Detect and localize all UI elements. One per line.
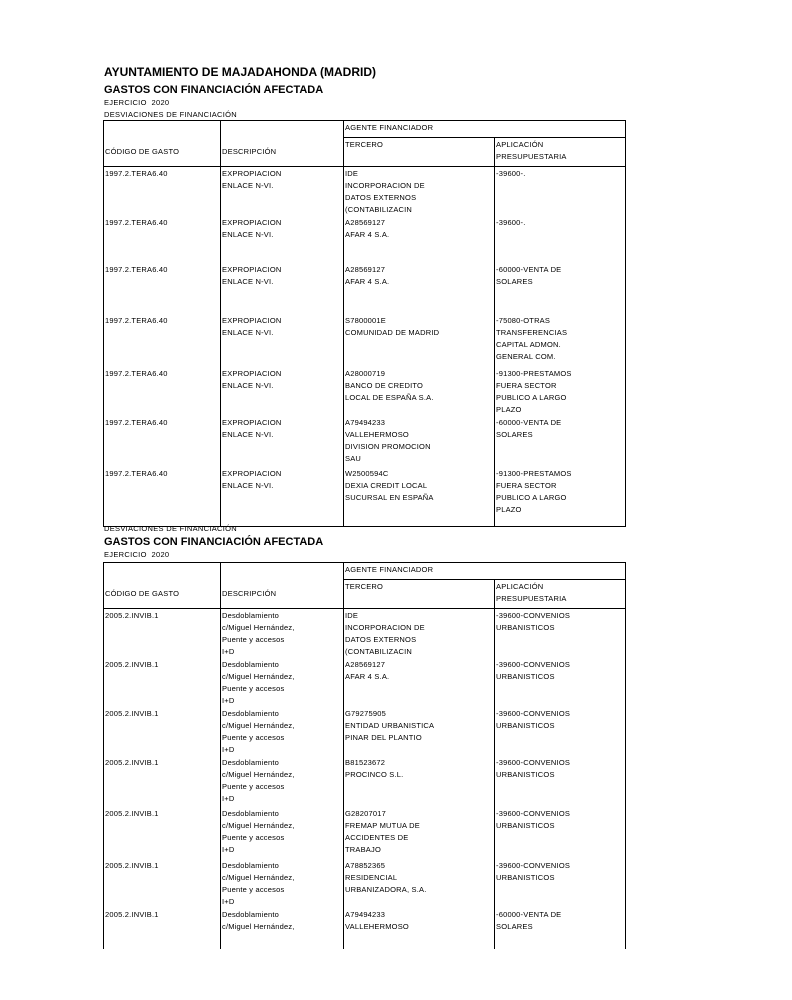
cell-line: Puente y accesos bbox=[222, 833, 285, 842]
cell-line: EXPROPIACION bbox=[222, 369, 282, 378]
cell-line: URBANISTICOS bbox=[496, 721, 555, 730]
cell-line: SUCURSAL EN ESPAÑA bbox=[345, 493, 434, 502]
header-blank bbox=[221, 121, 344, 138]
cell-line: I+D bbox=[222, 897, 235, 906]
header-agente: AGENTE FINANCIADOR bbox=[344, 563, 626, 580]
descripcion-cell bbox=[221, 908, 344, 949]
cell-line: VALLEHERMOSO bbox=[345, 430, 409, 439]
cell-line: IDE bbox=[345, 169, 359, 178]
descripcion-cell bbox=[221, 609, 344, 659]
cell-line: DATOS EXTERNOS bbox=[345, 635, 417, 644]
section1-table bbox=[103, 120, 626, 527]
cell-line: ENTIDAD URBANISTICA bbox=[345, 721, 435, 730]
cell-line: FUERA SECTOR bbox=[496, 381, 557, 390]
cell-line: AFAR 4 S.A. bbox=[345, 672, 390, 681]
codigo-cell: 1997.2.TERA6.40 bbox=[104, 167, 221, 217]
descripcion-cell bbox=[221, 216, 344, 263]
descripcion-cell bbox=[221, 416, 344, 467]
tercero-cell bbox=[344, 263, 495, 314]
table-row bbox=[104, 658, 626, 707]
cell-line: PLAZO bbox=[496, 505, 522, 514]
header-row-agente bbox=[104, 121, 626, 138]
header-row-columns bbox=[104, 137, 626, 167]
cell-line: c/Miguel Hernández, bbox=[222, 873, 295, 882]
cell-line: G79275905 bbox=[345, 709, 387, 718]
cell-line: ENLACE N-VI. bbox=[222, 328, 274, 337]
cell-line: TRABAJO bbox=[345, 845, 381, 854]
cell-line: G28207017 bbox=[345, 809, 387, 818]
cell-line: EXPROPIACION bbox=[222, 469, 282, 478]
header-aplicacion-line: APLICACIÓN bbox=[496, 139, 544, 149]
cell-line: Puente y accesos bbox=[222, 782, 285, 791]
tercero-cell bbox=[344, 416, 495, 467]
aplicacion-cell bbox=[495, 756, 626, 807]
organization-title: AYUNTAMIENTO DE MAJADAHONDA (MADRID) bbox=[104, 65, 376, 79]
cell-line: TRANSFERENCIAS bbox=[496, 328, 568, 337]
descripcion-cell bbox=[221, 467, 344, 527]
table-row bbox=[104, 467, 626, 527]
descripcion-cell bbox=[221, 314, 344, 367]
cell-line: -39600-CONVENIOS bbox=[496, 809, 571, 818]
descripcion-cell bbox=[221, 859, 344, 908]
ejercicio-label: EJERCICIO bbox=[104, 98, 147, 107]
header-row-agente bbox=[104, 563, 626, 580]
cell-line: A28000719 bbox=[345, 369, 386, 378]
cell-line: ENLACE N-VI. bbox=[222, 230, 274, 239]
cell-line: Desdoblamiento bbox=[222, 910, 279, 919]
cell-line: -91300-PRESTAMOS bbox=[496, 469, 572, 478]
cell-line: ACCIDENTES DE bbox=[345, 833, 409, 842]
header-blank bbox=[221, 563, 344, 580]
aplicacion-cell bbox=[495, 216, 626, 263]
aplicacion-cell bbox=[495, 707, 626, 756]
cell-line: EXPROPIACION bbox=[222, 418, 282, 427]
cell-line: INCORPORACION DE bbox=[345, 181, 425, 190]
codigo-cell: 2005.2.INVIB.1 bbox=[104, 609, 221, 659]
aplicacion-cell bbox=[495, 807, 626, 859]
cell-line: SOLARES bbox=[496, 922, 533, 931]
cell-line: (CONTABILIZACIN bbox=[345, 647, 413, 656]
header-agente: AGENTE FINANCIADOR bbox=[344, 121, 626, 138]
cell-line: URBANISTICOS bbox=[496, 672, 555, 681]
cell-line: BANCO DE CREDITO bbox=[345, 381, 424, 390]
cell-line: COMUNIDAD DE MADRID bbox=[345, 328, 440, 337]
tercero-cell bbox=[344, 609, 495, 659]
table-row bbox=[104, 756, 626, 807]
cell-line: Puente y accesos bbox=[222, 684, 285, 693]
descripcion-cell bbox=[221, 167, 344, 217]
aplicacion-cell bbox=[495, 467, 626, 527]
cell-line: c/Miguel Hernández, bbox=[222, 821, 295, 830]
table-row bbox=[104, 609, 626, 659]
header-descripcion: DESCRIPCIÓN bbox=[221, 137, 344, 167]
cell-line: -39600-CONVENIOS bbox=[496, 758, 571, 767]
aplicacion-cell bbox=[495, 367, 626, 416]
cell-line: PUBLICO A LARGO bbox=[496, 493, 567, 502]
codigo-cell: 1997.2.TERA6.40 bbox=[104, 367, 221, 416]
tercero-cell bbox=[344, 807, 495, 859]
table-row bbox=[104, 263, 626, 314]
cell-line: -91300-PRESTAMOS bbox=[496, 369, 572, 378]
codigo-cell: 2005.2.INVIB.1 bbox=[104, 756, 221, 807]
section1-ejercicio bbox=[104, 98, 169, 107]
cell-line: LOCAL DE ESPAÑA S.A. bbox=[345, 393, 434, 402]
tercero-cell bbox=[344, 367, 495, 416]
cell-line: -60000-VENTA DE bbox=[496, 265, 562, 274]
cell-line: A78852365 bbox=[345, 861, 386, 870]
codigo-cell: 2005.2.INVIB.1 bbox=[104, 859, 221, 908]
aplicacion-cell bbox=[495, 263, 626, 314]
cell-line: AFAR 4 S.A. bbox=[345, 277, 390, 286]
tercero-cell bbox=[344, 314, 495, 367]
codigo-cell: 1997.2.TERA6.40 bbox=[104, 467, 221, 527]
aplicacion-cell bbox=[495, 416, 626, 467]
aplicacion-cell bbox=[495, 167, 626, 217]
cell-line: Desdoblamiento bbox=[222, 660, 279, 669]
cell-line: A28569127 bbox=[345, 265, 386, 274]
table-row bbox=[104, 807, 626, 859]
cell-line: Desdoblamiento bbox=[222, 709, 279, 718]
aplicacion-cell bbox=[495, 658, 626, 707]
ejercicio-label: EJERCICIO bbox=[104, 550, 147, 559]
tercero-cell bbox=[344, 756, 495, 807]
cell-line: A28569127 bbox=[345, 218, 386, 227]
codigo-cell: 2005.2.INVIB.1 bbox=[104, 658, 221, 707]
tercero-cell bbox=[344, 658, 495, 707]
descripcion-cell bbox=[221, 658, 344, 707]
cell-line: PINAR DEL PLANTIO bbox=[345, 733, 422, 742]
section2-title: GASTOS CON FINANCIACIÓN AFECTADA bbox=[104, 536, 324, 548]
cell-line: -39600-CONVENIOS bbox=[496, 660, 571, 669]
cell-line: ENLACE N-VI. bbox=[222, 277, 274, 286]
cell-line: EXPROPIACION bbox=[222, 316, 282, 325]
cell-line: -39600-CONVENIOS bbox=[496, 709, 571, 718]
cell-line: (CONTABILIZACIN bbox=[345, 205, 413, 214]
cell-line: URBANISTICOS bbox=[496, 770, 555, 779]
aplicacion-cell bbox=[495, 908, 626, 949]
cell-line: I+D bbox=[222, 745, 235, 754]
header-blank bbox=[104, 121, 221, 138]
cell-line: URBANIZADORA, S.A. bbox=[345, 885, 427, 894]
cell-line: B81523672 bbox=[345, 758, 386, 767]
codigo-cell: 2005.2.INVIB.1 bbox=[104, 807, 221, 859]
header-codigo: CÓDIGO DE GASTO bbox=[104, 579, 221, 609]
cell-line: Desdoblamiento bbox=[222, 809, 279, 818]
tercero-cell bbox=[344, 707, 495, 756]
descripcion-cell bbox=[221, 707, 344, 756]
cell-line: DATOS EXTERNOS bbox=[345, 193, 417, 202]
table-row bbox=[104, 367, 626, 416]
descripcion-cell bbox=[221, 807, 344, 859]
cell-line: PROCINCO S.L. bbox=[345, 770, 404, 779]
cell-line: CAPITAL ADMON. bbox=[496, 340, 561, 349]
cell-line: -39600-. bbox=[496, 169, 526, 178]
cell-line: EXPROPIACION bbox=[222, 169, 282, 178]
codigo-cell: 2005.2.INVIB.1 bbox=[104, 707, 221, 756]
cell-line: INCORPORACION DE bbox=[345, 623, 425, 632]
cell-line: Desdoblamiento bbox=[222, 758, 279, 767]
cell-line: EXPROPIACION bbox=[222, 265, 282, 274]
aplicacion-cell bbox=[495, 609, 626, 659]
cell-line: A28569127 bbox=[345, 660, 386, 669]
header-aplicacion-line: PRESUPUESTARIA bbox=[496, 151, 567, 161]
codigo-cell: 1997.2.TERA6.40 bbox=[104, 416, 221, 467]
cell-line: S7800001E bbox=[345, 316, 387, 325]
cell-line: I+D bbox=[222, 647, 235, 656]
cell-line: c/Miguel Hernández, bbox=[222, 672, 295, 681]
ejercicio-value: 2020 bbox=[151, 550, 170, 559]
codigo-cell: 1997.2.TERA6.40 bbox=[104, 216, 221, 263]
cell-line: FREMAP MUTUA DE bbox=[345, 821, 420, 830]
header-aplicacion-line: APLICACIÓN bbox=[496, 581, 544, 591]
tercero-cell bbox=[344, 216, 495, 263]
cell-line: VALLEHERMOSO bbox=[345, 922, 409, 931]
codigo-cell: 2005.2.INVIB.1 bbox=[104, 908, 221, 949]
cell-line: AFAR 4 S.A. bbox=[345, 230, 390, 239]
cell-line: PUBLICO A LARGO bbox=[496, 393, 567, 402]
section2-subtitle: DESVIACIONES DE FINANCIACIÓN bbox=[104, 524, 238, 533]
section2-ejercicio bbox=[104, 550, 169, 559]
cell-line: -39600-. bbox=[496, 218, 526, 227]
cell-line: SOLARES bbox=[496, 430, 533, 439]
header-tercero: TERCERO bbox=[344, 137, 495, 167]
cell-line: URBANISTICOS bbox=[496, 873, 555, 882]
cell-line: IDE bbox=[345, 611, 359, 620]
header-blank bbox=[104, 563, 221, 580]
cell-line: c/Miguel Hernández, bbox=[222, 721, 295, 730]
cell-line: I+D bbox=[222, 696, 235, 705]
table-row bbox=[104, 416, 626, 467]
table-row bbox=[104, 908, 626, 949]
cell-line: SAU bbox=[345, 454, 362, 463]
codigo-cell: 1997.2.TERA6.40 bbox=[104, 263, 221, 314]
cell-line: -60000-VENTA DE bbox=[496, 910, 562, 919]
cell-line: GENERAL COM. bbox=[496, 352, 556, 361]
header-descripcion: DESCRIPCIÓN bbox=[221, 579, 344, 609]
aplicacion-cell bbox=[495, 859, 626, 908]
cell-line: A79494233 bbox=[345, 418, 386, 427]
cell-line: I+D bbox=[222, 794, 235, 803]
cell-line: ENLACE N-VI. bbox=[222, 181, 274, 190]
header-tercero: TERCERO bbox=[344, 579, 495, 609]
cell-line: c/Miguel Hernández, bbox=[222, 770, 295, 779]
header-aplicacion bbox=[495, 579, 626, 609]
cell-line: Puente y accesos bbox=[222, 635, 285, 644]
cell-line: Desdoblamiento bbox=[222, 861, 279, 870]
cell-line: I+D bbox=[222, 845, 235, 854]
tercero-cell bbox=[344, 467, 495, 527]
cell-line: ENLACE N-VI. bbox=[222, 481, 274, 490]
cell-line: FUERA SECTOR bbox=[496, 481, 557, 490]
section1-title: GASTOS CON FINANCIACIÓN AFECTADA bbox=[104, 84, 324, 96]
cell-line: -39600-CONVENIOS bbox=[496, 861, 571, 870]
cell-line: PLAZO bbox=[496, 405, 522, 414]
header-aplicacion-line: PRESUPUESTARIA bbox=[496, 593, 567, 603]
descripcion-cell bbox=[221, 756, 344, 807]
cell-line: URBANISTICOS bbox=[496, 821, 555, 830]
ejercicio-value: 2020 bbox=[151, 98, 170, 107]
cell-line: A79494233 bbox=[345, 910, 386, 919]
tercero-cell bbox=[344, 908, 495, 949]
cell-line: -75080-OTRAS bbox=[496, 316, 551, 325]
cell-line: DEXIA CREDIT LOCAL bbox=[345, 481, 428, 490]
table-row bbox=[104, 167, 626, 217]
header-row-columns bbox=[104, 579, 626, 609]
table-row bbox=[104, 216, 626, 263]
cell-line: -39600-CONVENIOS bbox=[496, 611, 571, 620]
tercero-cell bbox=[344, 859, 495, 908]
tercero-cell bbox=[344, 167, 495, 217]
cell-line: RESIDENCIAL bbox=[345, 873, 398, 882]
header-aplicacion bbox=[495, 137, 626, 167]
descripcion-cell bbox=[221, 263, 344, 314]
cell-line: c/Miguel Hernández, bbox=[222, 922, 295, 931]
cell-line: DIVISION PROMOCION bbox=[345, 442, 431, 451]
table-row bbox=[104, 314, 626, 367]
table-row bbox=[104, 859, 626, 908]
cell-line: EXPROPIACION bbox=[222, 218, 282, 227]
cell-line: ENLACE N-VI. bbox=[222, 430, 274, 439]
cell-line: Puente y accesos bbox=[222, 885, 285, 894]
cell-line: Puente y accesos bbox=[222, 733, 285, 742]
cell-line: SOLARES bbox=[496, 277, 533, 286]
cell-line: URBANISTICOS bbox=[496, 623, 555, 632]
descripcion-cell bbox=[221, 367, 344, 416]
header-codigo: CÓDIGO DE GASTO bbox=[104, 137, 221, 167]
aplicacion-cell bbox=[495, 314, 626, 367]
section1-subtitle: DESVIACIONES DE FINANCIACIÓN bbox=[104, 110, 238, 119]
table-row bbox=[104, 707, 626, 756]
cell-line: Desdoblamiento bbox=[222, 611, 279, 620]
cell-line: W2500594C bbox=[345, 469, 389, 478]
codigo-cell: 1997.2.TERA6.40 bbox=[104, 314, 221, 367]
cell-line: ENLACE N-VI. bbox=[222, 381, 274, 390]
cell-line: -60000-VENTA DE bbox=[496, 418, 562, 427]
cell-line: c/Miguel Hernández, bbox=[222, 623, 295, 632]
section2-table bbox=[103, 562, 626, 949]
